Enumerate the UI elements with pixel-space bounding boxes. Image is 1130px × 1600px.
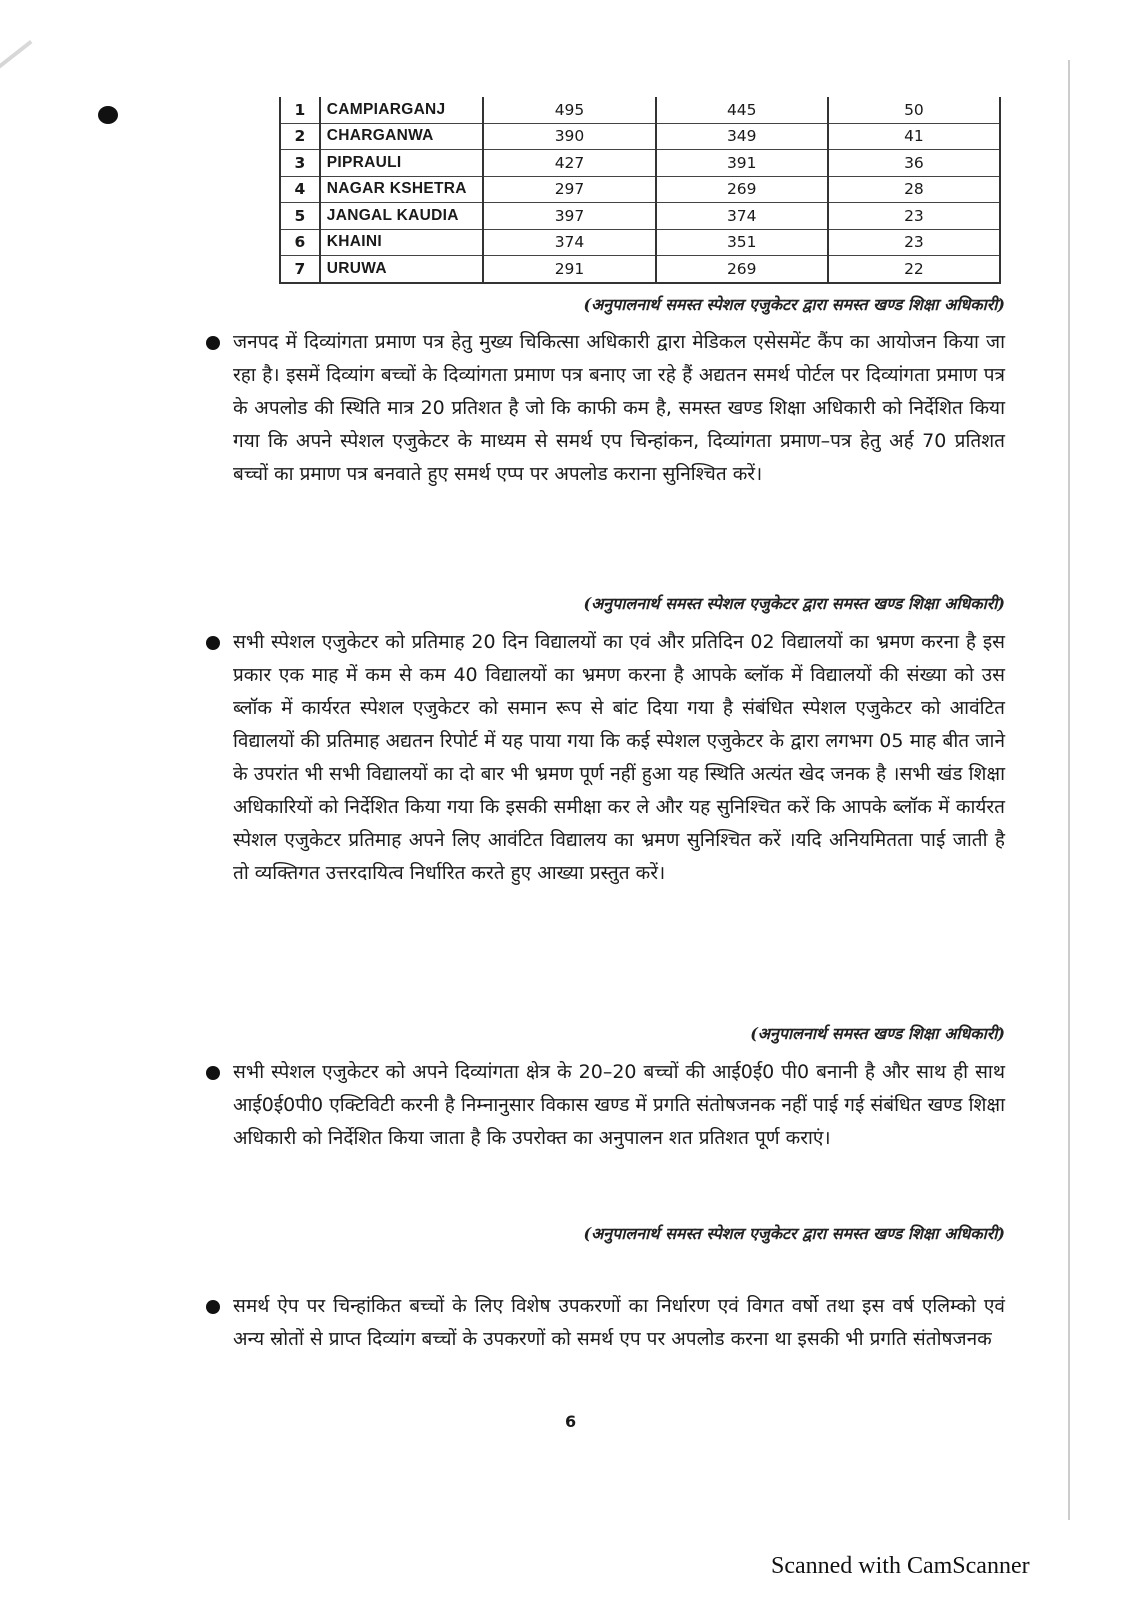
serial-cell: 1	[280, 97, 320, 123]
pending-cell: 36	[828, 150, 1000, 177]
paragraph-certificate-upload: जनपद में दिव्यांगता प्रमाण पत्र हेतु मुख्य चिकित्सा अधिकारी द्वारा मेडिकल एसेसमेंट कैंप का आयोजन किया जा रहा है। इसमें दिव्यांग बच्चों के दिव्यांगता प्रमाण पत्र बनाए जा रहे हैं अद्यतन समर्थ पोर्टल पर दिव्यांगता प्रमाण पत्र के अपलोड की स्थिति मात्र 20 प्रतिशत है जो कि काफी कम है, समस्त खण्ड शिक्षा अधिकारी को निर्देशित किया गया कि अपने स्पेशल एजुकेटर के माध्यम से समर्थ एप चिन्हांकन, दिव्यांगता प्रमाण–पत्र हेतु अर्ह 70 प्रतिशत बच्चों का प्रमाण पत्र बनवाते हुए समर्थ एप्प पर अपलोड कराना सुनिश्चित करें।	[233, 331, 1005, 485]
serial-cell: 7	[280, 256, 320, 283]
total-cell: 291	[483, 256, 655, 283]
paper-crease-mark	[0, 40, 32, 154]
pending-cell: 28	[828, 176, 1000, 203]
ink-spot	[98, 106, 118, 124]
pending-cell: 50	[828, 97, 1000, 123]
table-row	[280, 123, 1000, 150]
block-name-cell: CHARGANWA	[320, 123, 484, 150]
table-row	[280, 229, 1000, 256]
total-cell: 374	[483, 229, 655, 256]
bullet-icon	[206, 336, 220, 350]
serial-cell: 4	[280, 176, 320, 203]
block-name-cell: PIPRAULI	[320, 150, 484, 177]
paragraph-equipment-upload: समर्थ ऐप पर चिन्हांकित बच्चों के लिए विशेष उपकरणों का निर्धारण एवं विगत वर्षो तथा इस वर्ष एलिम्को एवं अन्य स्रोतों से प्राप्त दिव्यांग बच्चों के उपकरणों को समर्थ एप पर अपलोड करना था इसकी भी प्रगति संतोषजनक	[233, 1295, 1005, 1350]
pending-cell: 41	[828, 123, 1000, 150]
compliance-note-2: (अनुपालनार्थ समस्त स्पेशल एजुकेटर द्वारा समस्त खण्ड शिक्षा अधिकारी)	[583, 594, 1005, 613]
table-row	[280, 256, 1000, 283]
done-cell: 269	[656, 256, 828, 283]
total-cell: 397	[483, 203, 655, 230]
done-cell: 351	[656, 229, 828, 256]
block-name-cell: JANGAL KAUDIA	[320, 203, 484, 230]
serial-cell: 3	[280, 150, 320, 177]
page-number: 6	[565, 1412, 577, 1431]
table-row	[280, 176, 1000, 203]
bullet-icon	[206, 1066, 220, 1080]
block-name-cell: CAMPIARGANJ	[320, 97, 484, 123]
compliance-note-1: (अनुपालनार्थ समस्त स्पेशल एजुकेटर द्वारा समस्त खण्ड शिक्षा अधिकारी)	[583, 295, 1005, 314]
done-cell: 374	[656, 203, 828, 230]
serial-cell: 6	[280, 229, 320, 256]
compliance-note-3: (अनुपालनार्थ समस्त खण्ड शिक्षा अधिकारी)	[750, 1024, 1005, 1043]
total-cell: 427	[483, 150, 655, 177]
table-row	[280, 97, 1000, 123]
serial-cell: 2	[280, 123, 320, 150]
done-cell: 269	[656, 176, 828, 203]
table-row	[280, 203, 1000, 230]
serial-cell: 5	[280, 203, 320, 230]
paragraph-iep: सभी स्पेशल एजुकेटर को अपने दिव्यांगता क्षेत्र के 20–20 बच्चों की आई0ई0 पी0 बनानी है और साथ ही साथ आई0ई0पी0 एक्टिविटी करनी है निम्नानुसार विकास खण्ड में प्रगति संतोषजनक नहीं पाई गई संबंधित खण्ड शिक्षा अधिकारी को निर्देशित किया जाता है कि उपरोक्त का अनुपालन शत प्रतिशत पूर्ण कराएं।	[233, 1061, 1005, 1149]
block-name-cell: URUWA	[320, 256, 484, 283]
page-edge-shadow	[1068, 60, 1070, 1520]
compliance-note-4: (अनुपालनार्थ समस्त स्पेशल एजुकेटर द्वारा समस्त खण्ड शिक्षा अधिकारी)	[583, 1224, 1005, 1243]
block-name-cell: NAGAR KSHETRA	[320, 176, 484, 203]
pending-cell: 22	[828, 256, 1000, 283]
done-cell: 391	[656, 150, 828, 177]
done-cell: 445	[656, 97, 828, 123]
bullet-icon	[206, 636, 220, 650]
table-row	[280, 150, 1000, 177]
block-name-cell: KHAINI	[320, 229, 484, 256]
done-cell: 349	[656, 123, 828, 150]
block-progress-table	[279, 97, 1001, 284]
paragraph-school-visits: सभी स्पेशल एजुकेटर को प्रतिमाह 20 दिन विद्यालयों का एवं और प्रतिदिन 02 विद्यालयों का भ्रमण करना है इस प्रकार एक माह में कम से कम 40 विद्यालयों का भ्रमण करना है आपके ब्लॉक में विद्यालयों की संख्या को उस ब्लॉक में कार्यरत स्पेशल एजुकेटर को समान रूप से बांट दिया गया है संबंधित स्पेशल एजुकेटर को आवंटित विद्यालयों की प्रतिमाह अद्यतन रिपोर्ट में यह पाया गया कि कई स्पेशल एजुकेटर के द्वारा लगभग 05 माह बीत जाने के उपरांत भी सभी विद्यालयों का दो बार भी भ्रमण पूर्ण नहीं हुआ यह स्थिति अत्यंत खेद जनक है ।सभी खंड शिक्षा अधिकारियों को निर्देशित किया गया कि इसकी समीक्षा कर ले और यह सुनिश्चित करें कि आपके ब्लॉक में कार्यरत स्पेशल एजुकेटर प्रतिमाह अपने लिए आवंटित विद्यालय का भ्रमण सुनिश्चित करें ।यदि अनियमितता पाई जाती है तो व्यक्तिगत उत्तरदायित्व निर्धारित करते हुए आख्या प्रस्तुत करें।	[233, 631, 1005, 884]
total-cell: 390	[483, 123, 655, 150]
bullet-icon	[206, 1300, 220, 1314]
scanner-watermark: Scanned with CamScanner	[771, 1553, 1030, 1579]
total-cell: 495	[483, 97, 655, 123]
pending-cell: 23	[828, 203, 1000, 230]
pending-cell: 23	[828, 229, 1000, 256]
total-cell: 297	[483, 176, 655, 203]
